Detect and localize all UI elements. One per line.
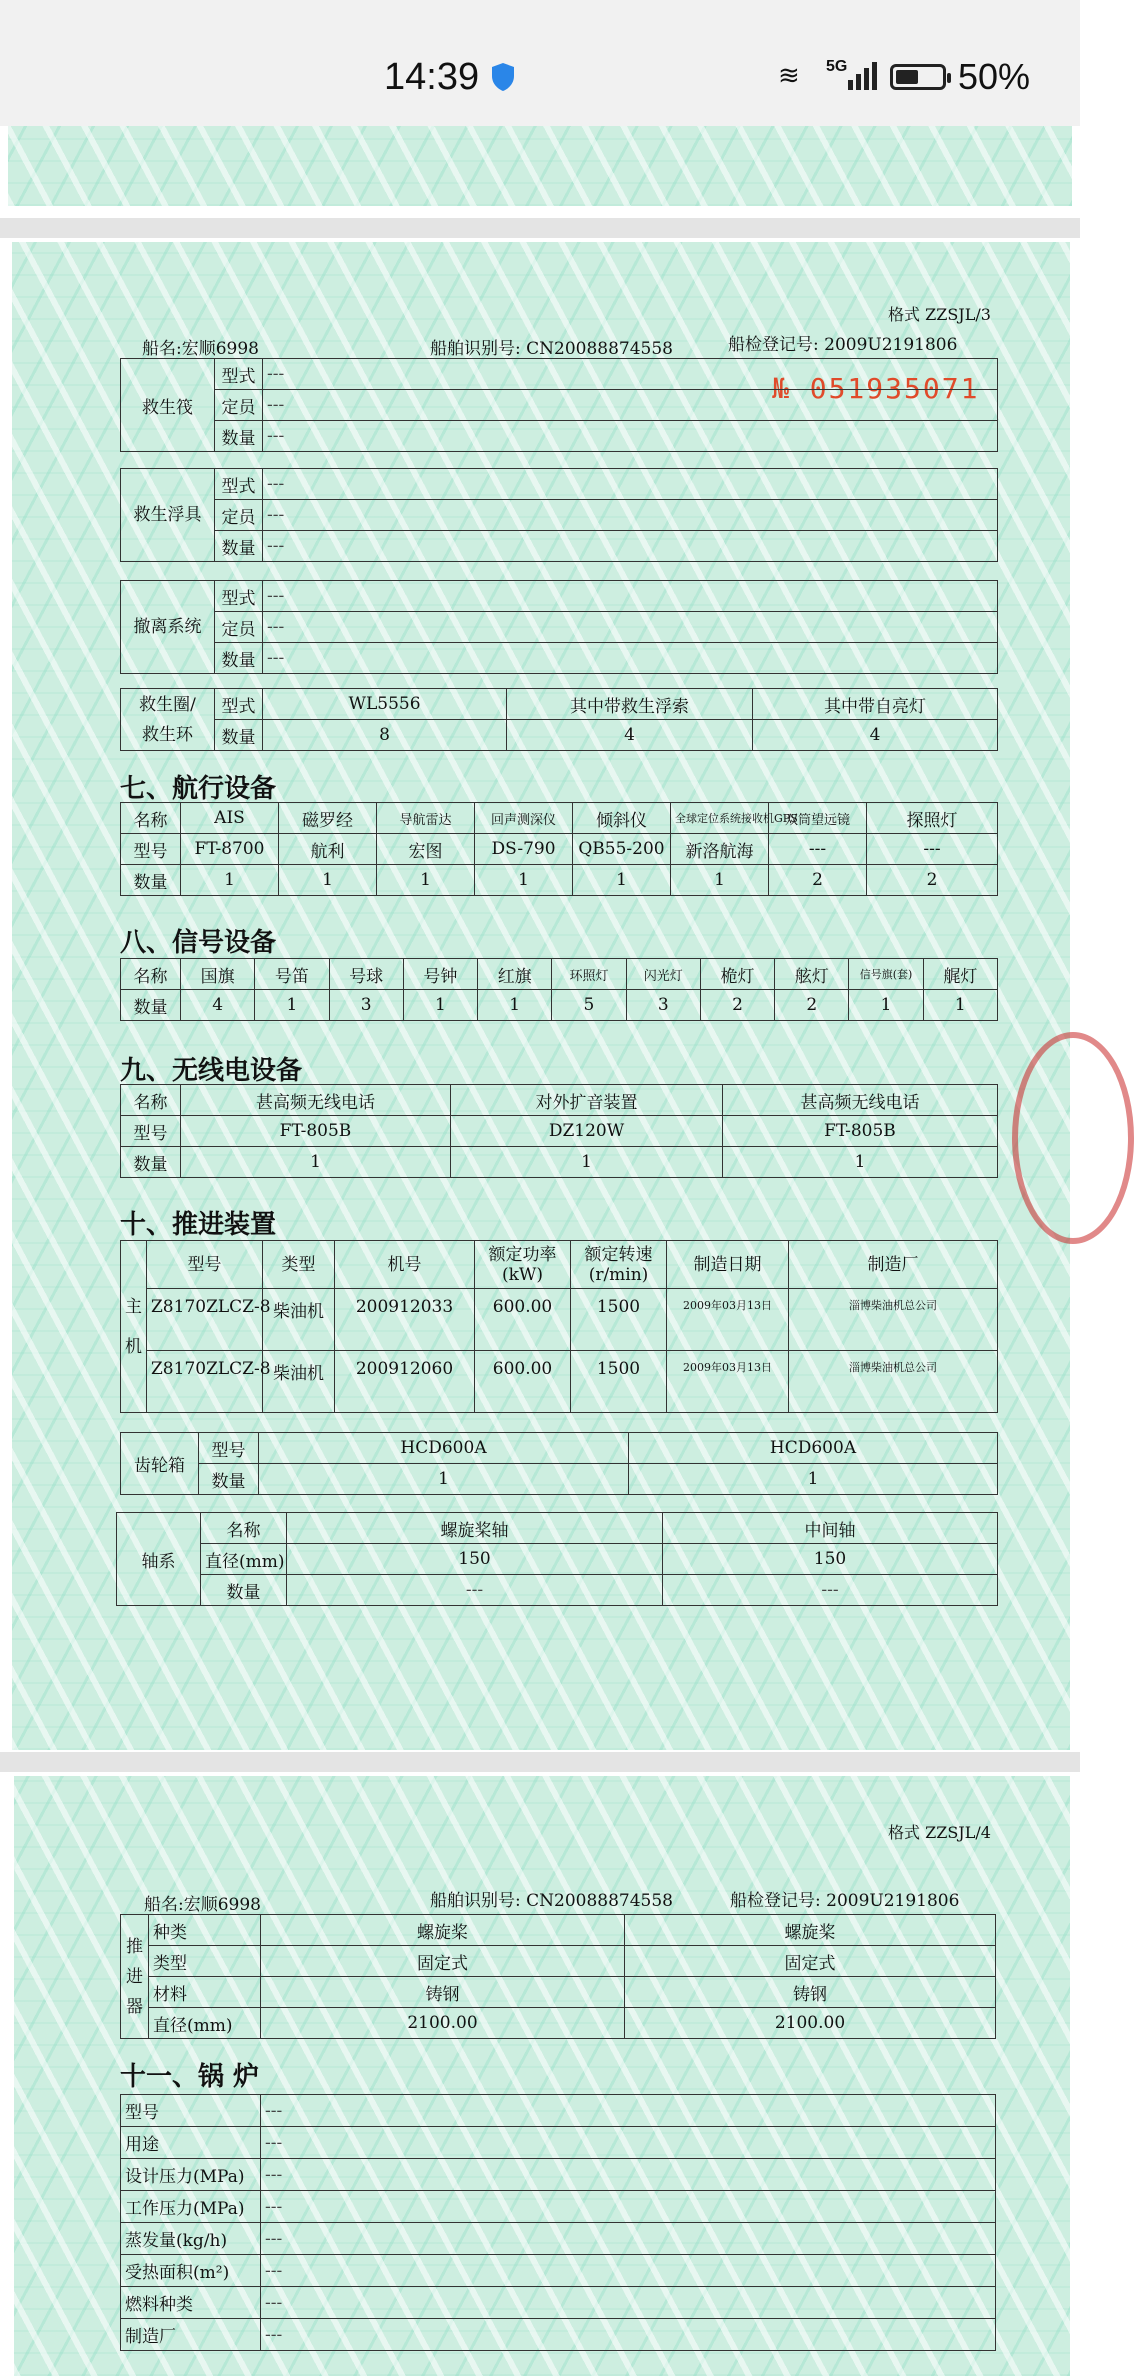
cell: 1500 <box>571 1351 667 1413</box>
cell: 1 <box>377 865 475 896</box>
table-row <box>121 2287 996 2319</box>
battery-icon <box>890 64 946 90</box>
certificate-page-4 <box>14 1776 1070 2376</box>
cell: QB55-200 <box>573 834 671 865</box>
cell: 1 <box>403 990 477 1021</box>
cell: 螺旋桨 <box>625 1915 996 1946</box>
cell: DZ120W <box>451 1116 723 1147</box>
lifebuoy-label-line2: 救生环 <box>142 724 193 745</box>
cell: 1 <box>671 865 769 896</box>
cell: 类型 <box>263 1241 335 1289</box>
cell: 定员 <box>215 390 263 421</box>
cell: --- <box>263 612 998 643</box>
boiler-table <box>120 2094 996 2351</box>
battery-percent: 50% <box>958 56 1031 97</box>
cell: 新洛航海 <box>671 834 769 865</box>
cell: 铸钢 <box>625 1977 996 2008</box>
cell: 宏图 <box>377 834 475 865</box>
cell: 数量 <box>215 421 263 452</box>
gearbox-label: 齿轮箱 <box>121 1433 199 1495</box>
navigation-equipment-table <box>120 802 998 896</box>
cell: 柴油机 <box>263 1289 335 1351</box>
cell: 数量 <box>121 865 181 896</box>
registration-number: 船检登记号: 2009U2191806 <box>728 335 958 355</box>
cell: 2100.00 <box>625 2008 996 2039</box>
table-row <box>121 2223 996 2255</box>
cell: 直径(mm) <box>201 1544 287 1575</box>
cell: 8 <box>263 720 507 751</box>
network-type: 5G <box>826 58 848 75</box>
cell: --- <box>261 2159 996 2191</box>
section-heading: 十、推进装置 <box>120 1210 277 1240</box>
cell: DS-790 <box>475 834 573 865</box>
cell: 国旗 <box>181 959 255 990</box>
cell: 铸钢 <box>261 1977 625 2008</box>
cell: 全球定位系统接收机GPS <box>671 803 769 834</box>
cell: 舷灯 <box>775 959 849 990</box>
cell: 航利 <box>279 834 377 865</box>
cell: 制造厂 <box>121 2319 261 2351</box>
cell: AIS <box>181 803 279 834</box>
cell: 数量 <box>215 531 263 562</box>
cell: 名称 <box>121 803 181 834</box>
cell: --- <box>261 2255 996 2287</box>
cell: 200912033 <box>335 1289 475 1351</box>
table-row <box>121 2255 996 2287</box>
gearbox-table <box>120 1432 998 1495</box>
cell: HCD600A <box>629 1433 998 1464</box>
main-engine-table <box>120 1240 998 1413</box>
cell: 数量 <box>121 1147 181 1178</box>
cell: --- <box>663 1575 998 1606</box>
lifebuoy-label-line1: 救生圈/ <box>139 694 196 715</box>
table-row <box>121 2127 996 2159</box>
cell: --- <box>263 390 998 421</box>
cell: 1 <box>451 1147 723 1178</box>
cell: 柴油机 <box>263 1351 335 1413</box>
cell: 回声测深仪 <box>475 803 573 834</box>
cell: 2100.00 <box>261 2008 625 2039</box>
page-divider <box>0 1752 1080 1772</box>
cell: 名称 <box>121 959 181 990</box>
cell: 型式 <box>215 359 263 390</box>
cell: 红旗 <box>478 959 552 990</box>
table-row <box>121 2159 996 2191</box>
cell: 1500 <box>571 1289 667 1351</box>
cell: 导航雷达 <box>377 803 475 834</box>
serial-number: № 051935071 <box>772 372 980 405</box>
cell: 1 <box>181 1147 451 1178</box>
cell: --- <box>263 643 998 674</box>
shield-icon <box>490 62 516 92</box>
cell: 额定转速(r/min) <box>571 1241 667 1289</box>
cell: 工作压力(MPa) <box>121 2191 261 2223</box>
wifi-icon: ≋ <box>778 60 800 90</box>
cell: 1 <box>181 865 279 896</box>
ship-id: 船舶识别号: CN20088874558 <box>430 339 673 359</box>
status-time: 14:39 <box>384 56 480 98</box>
cell: 用途 <box>121 2127 261 2159</box>
cell: 磁罗经 <box>279 803 377 834</box>
cell: --- <box>867 834 998 865</box>
cell: 2009年03月13日 <box>667 1351 789 1413</box>
cell: 1 <box>259 1464 629 1495</box>
cell: 2 <box>700 990 774 1021</box>
evacuation-label: 撤离系统 <box>121 581 215 674</box>
ship-id: 船舶识别号: CN20088874558 <box>430 1891 673 1911</box>
cell: 150 <box>287 1544 663 1575</box>
cell: --- <box>261 2319 996 2351</box>
cell: HCD600A <box>259 1433 629 1464</box>
cell: 制造日期 <box>667 1241 789 1289</box>
shafting-label: 轴系 <box>117 1513 201 1606</box>
cell: 信号旗(套) <box>849 959 923 990</box>
certificate-page-3 <box>12 242 1070 1750</box>
cell: 制造厂 <box>789 1241 998 1289</box>
section-heading: 十一、锅 炉 <box>120 2062 260 2092</box>
previous-page-strip <box>8 126 1072 206</box>
cell: 双筒望远镜 <box>769 803 867 834</box>
cell: 号钟 <box>403 959 477 990</box>
cell: 1 <box>573 865 671 896</box>
cell: 种类 <box>149 1915 261 1946</box>
cell: 数量 <box>215 720 263 751</box>
cell: 型号 <box>121 2095 261 2127</box>
cell: 倾斜仪 <box>573 803 671 834</box>
cell: 1 <box>475 865 573 896</box>
cell: 对外扩音装置 <box>451 1085 723 1116</box>
cell: 闪光灯 <box>626 959 700 990</box>
form-code: 格式 ZZSJL/4 <box>888 1823 991 1842</box>
cell: 200912060 <box>335 1351 475 1413</box>
signal-equipment-table <box>120 958 998 1021</box>
cell: 1 <box>478 990 552 1021</box>
cell: --- <box>261 2095 996 2127</box>
evacuation-system-table <box>120 580 998 674</box>
cell: 型式 <box>215 689 263 720</box>
signal-icon <box>846 60 880 90</box>
cell: 额定功率(kW) <box>475 1241 571 1289</box>
cell: --- <box>769 834 867 865</box>
cell: 淄博柴油机总公司 <box>789 1351 998 1413</box>
cell: 数量 <box>215 643 263 674</box>
cell: 数量 <box>199 1464 259 1495</box>
cell: --- <box>263 469 998 500</box>
cell: WL5556 <box>263 689 507 720</box>
cell: 材料 <box>149 1977 261 2008</box>
cell: 4 <box>507 720 753 751</box>
cell: 2 <box>769 865 867 896</box>
official-seal <box>1012 1032 1134 1244</box>
cell: 1 <box>849 990 923 1021</box>
propeller-table <box>120 1914 996 2039</box>
cell: Z8170ZLCZ-8 <box>147 1351 263 1413</box>
main-engine-label: 主机 <box>121 1241 147 1413</box>
cell: 4 <box>753 720 998 751</box>
cell: 号球 <box>329 959 403 990</box>
ship-name: 船名:宏顺6998 <box>142 339 259 359</box>
cell: 其中带自亮灯 <box>753 689 998 720</box>
table-row <box>121 2191 996 2223</box>
cell: --- <box>263 531 998 562</box>
cell: FT-805B <box>181 1116 451 1147</box>
shafting-table <box>116 1512 998 1606</box>
cell: 1 <box>923 990 997 1021</box>
cell: 型号 <box>199 1433 259 1464</box>
cell: 型式 <box>215 581 263 612</box>
cell: 4 <box>181 990 255 1021</box>
cell: --- <box>261 2223 996 2255</box>
cell: 螺旋桨轴 <box>287 1513 663 1544</box>
cell: 受热面积(m²) <box>121 2255 261 2287</box>
cell: Z8170ZLCZ-8 <box>147 1289 263 1351</box>
cell: --- <box>263 421 998 452</box>
cell: 型号 <box>121 1116 181 1147</box>
cell: 2 <box>867 865 998 896</box>
cell: 螺旋桨 <box>261 1915 625 1946</box>
buoyant-label: 救生浮具 <box>121 469 215 562</box>
section-heading: 八、信号设备 <box>120 928 277 958</box>
cell: 直径(mm) <box>149 2008 261 2039</box>
cell: 1 <box>255 990 329 1021</box>
registration-number: 船检登记号: 2009U2191806 <box>730 1891 960 1911</box>
cell: --- <box>261 2287 996 2319</box>
cell: 1 <box>279 865 377 896</box>
cell: 600.00 <box>475 1289 571 1351</box>
cell: 设计压力(MPa) <box>121 2159 261 2191</box>
cell: 1 <box>723 1147 998 1178</box>
table-row <box>121 2319 996 2351</box>
cell: 环照灯 <box>552 959 626 990</box>
section-heading: 七、航行设备 <box>120 774 277 804</box>
cell: 类型 <box>149 1946 261 1977</box>
cell: --- <box>287 1575 663 1606</box>
cell: 定员 <box>215 612 263 643</box>
cell: --- <box>263 359 998 390</box>
cell: 固定式 <box>625 1946 996 1977</box>
cell: 艉灯 <box>923 959 997 990</box>
cell: 固定式 <box>261 1946 625 1977</box>
cell: 3 <box>329 990 403 1021</box>
section-heading: 九、无线电设备 <box>120 1056 303 1086</box>
cell: 名称 <box>121 1085 181 1116</box>
cell: FT-8700 <box>181 834 279 865</box>
liferaft-table <box>120 358 998 452</box>
ship-name: 船名:宏顺6998 <box>144 1895 261 1915</box>
cell: 名称 <box>201 1513 287 1544</box>
lifebuoy-label <box>121 689 215 751</box>
form-code: 格式 ZZSJL/3 <box>888 305 991 324</box>
cell: 600.00 <box>475 1351 571 1413</box>
propeller-label: 推进器 <box>121 1915 149 2039</box>
cell: 数量 <box>201 1575 287 1606</box>
cell: 型号 <box>121 834 181 865</box>
cell: 淄博柴油机总公司 <box>789 1289 998 1351</box>
cell: --- <box>261 2191 996 2223</box>
cell: 号笛 <box>255 959 329 990</box>
cell: 型式 <box>215 469 263 500</box>
cell: 型号 <box>147 1241 263 1289</box>
cell: 甚高频无线电话 <box>181 1085 451 1116</box>
cell: 探照灯 <box>867 803 998 834</box>
cell: 5 <box>552 990 626 1021</box>
lifebuoy-table <box>120 688 998 751</box>
buoyant-apparatus-table <box>120 468 998 562</box>
cell: 桅灯 <box>700 959 774 990</box>
cell: --- <box>261 2127 996 2159</box>
cell: 150 <box>663 1544 998 1575</box>
table-row <box>121 2095 996 2127</box>
cell: 机号 <box>335 1241 475 1289</box>
cell: 2009年03月13日 <box>667 1289 789 1351</box>
cell: 其中带救生浮索 <box>507 689 753 720</box>
liferaft-label: 救生筏 <box>121 359 215 452</box>
cell: 2 <box>775 990 849 1021</box>
status-bar <box>0 0 1080 126</box>
cell: 1 <box>629 1464 998 1495</box>
cell: 3 <box>626 990 700 1021</box>
page-divider <box>0 218 1080 238</box>
cell: FT-805B <box>723 1116 998 1147</box>
cell: 燃料种类 <box>121 2287 261 2319</box>
cell: 定员 <box>215 500 263 531</box>
cell: --- <box>263 500 998 531</box>
cell: 甚高频无线电话 <box>723 1085 998 1116</box>
cell: 中间轴 <box>663 1513 998 1544</box>
cell: 数量 <box>121 990 181 1021</box>
radio-equipment-table <box>120 1084 998 1178</box>
cell: 蒸发量(kg/h) <box>121 2223 261 2255</box>
cell: --- <box>263 581 998 612</box>
